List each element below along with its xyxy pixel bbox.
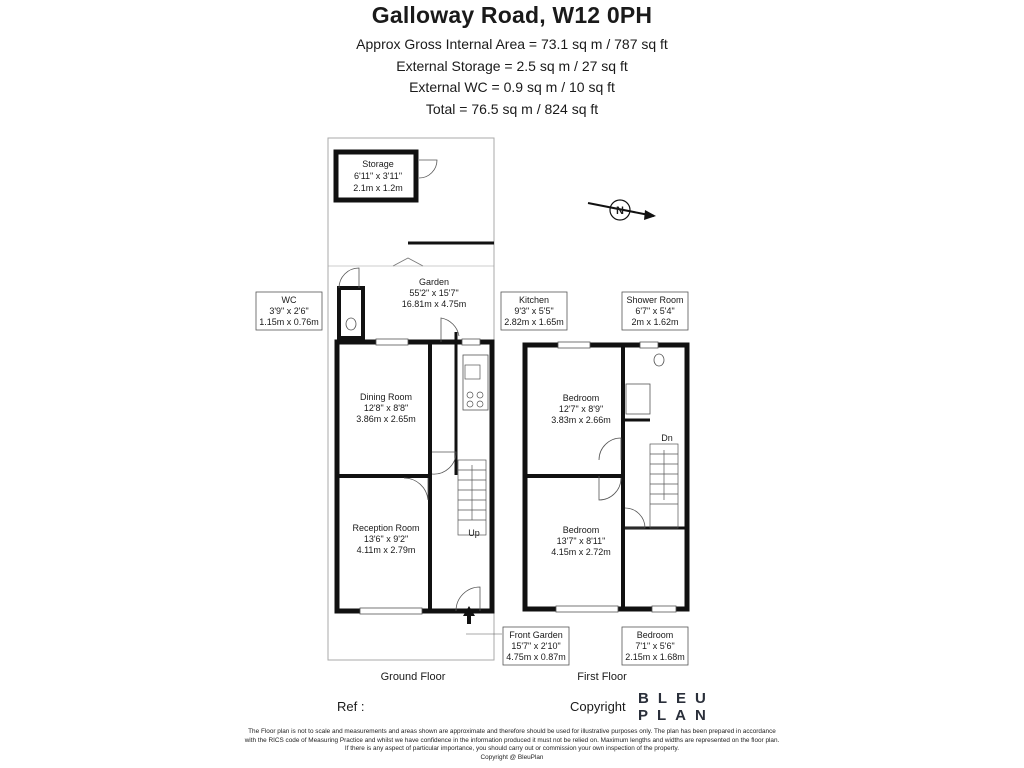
room-metric-front-garden: 4.75m x 0.87m — [506, 652, 566, 662]
room-name-storage: Storage — [362, 159, 394, 169]
first-floor-walls — [525, 342, 687, 612]
window-icon — [640, 342, 658, 348]
room-name-garden: Garden — [418, 277, 450, 287]
first-floor-label: First Floor — [577, 671, 627, 683]
callout-kitchen — [501, 292, 567, 330]
total-area: Total = 76.5 sq m / 824 sq ft — [425, 101, 599, 117]
room-imperial-kitchen: 9'3" x 5'5" — [514, 306, 554, 316]
room-imperial-reception: 13'6" x 9'2" — [363, 534, 409, 544]
disclaimer-line: with the RICS code of Measuring Practice and whilst we have confidence in the information produced it must not be relied on. Maximum lengths and widths are represented on the floor plan. — [244, 736, 780, 744]
page-title: Galloway Road, W12 0PH — [371, 2, 653, 28]
room-name-bedroom-3: Bedroom — [636, 630, 674, 640]
gross-internal-area: Approx Gross Internal Area = 73.1 sq m / 787 sq ft — [356, 36, 668, 52]
stairs-up-label: Up — [468, 528, 480, 538]
room-imperial-shower: 6'7" x 5'4" — [635, 306, 675, 316]
room-imperial-bedroom-3: 7'1" x 5'6" — [635, 641, 675, 651]
bleuplan-logo — [638, 690, 715, 724]
window-icon — [652, 606, 676, 612]
window-icon — [558, 342, 590, 348]
room-metric-bedroom-2: 4.15m x 2.72m — [551, 547, 611, 557]
room-metric-dining: 3.86m x 2.65m — [356, 414, 416, 424]
disclaimer-copyright: Copyright @ BleuPlan — [480, 753, 544, 761]
toilet-icon — [346, 318, 356, 330]
window-icon — [376, 339, 408, 345]
toilet-icon — [654, 354, 664, 366]
ground-floor-walls — [337, 318, 492, 614]
room-imperial-front-garden: 15'7" x 2'10" — [511, 641, 561, 651]
room-imperial-dining: 12'8" x 8'8" — [363, 403, 409, 413]
external-wc-area: External WC = 0.9 sq m / 10 sq ft — [409, 79, 615, 95]
callout-wc — [256, 292, 322, 330]
logo-bottom-text: PLAN — [638, 707, 715, 724]
compass — [588, 200, 656, 220]
room-metric-shower: 2m x 1.62m — [631, 317, 679, 327]
room-name-bedroom-2: Bedroom — [562, 525, 600, 535]
room-imperial-wc: 3'9" x 2'6" — [269, 306, 309, 316]
callout-shower-room — [622, 292, 688, 330]
wc-outbuilding — [339, 268, 363, 338]
reference-label: Ref : — [337, 699, 365, 714]
external-storage-area: External Storage = 2.5 sq m / 27 sq ft — [396, 58, 628, 74]
room-name-bedroom-1: Bedroom — [562, 393, 600, 403]
ground-floor-label: Ground Floor — [380, 671, 446, 683]
disclaimer-line: If there is any aspect of particular importance, you should carry out or commission your own inspection of the property. — [344, 745, 680, 753]
callout-bedroom-3 — [622, 627, 688, 665]
room-imperial-storage: 6'11" x 3'11" — [353, 171, 403, 181]
room-name-dining: Dining Room — [359, 392, 413, 402]
room-name-reception: Reception Room — [352, 523, 420, 533]
disclaimer — [200, 728, 824, 762]
room-name-kitchen: Kitchen — [518, 295, 550, 305]
copyright-label: Copyright — [570, 699, 626, 714]
room-metric-storage: 2.1m x 1.2m — [353, 183, 403, 193]
room-metric-wc: 1.15m x 0.76m — [259, 317, 319, 327]
room-metric-reception: 4.11m x 2.79m — [356, 545, 416, 555]
callout-front-garden — [503, 627, 569, 665]
room-metric-bedroom-1: 3.83m x 2.66m — [551, 415, 611, 425]
compass-letter: N — [616, 205, 624, 217]
room-metric-garden: 16.81m x 4.75m — [401, 299, 467, 309]
window-icon — [556, 606, 618, 612]
room-imperial-bedroom-1: 12'7" x 8'9" — [558, 404, 604, 414]
logo-top-text: BLEU — [638, 690, 715, 707]
room-metric-kitchen: 2.82m x 1.65m — [504, 317, 564, 327]
room-name-front-garden: Front Garden — [509, 630, 563, 640]
room-name-wc: WC — [281, 295, 297, 305]
window-icon — [462, 339, 480, 345]
disclaimer-line: The Floor plan is not to scale and measurements and areas shown are approximate and therefore should be used for illustrative purposes only. The plan has been prepared in accordance — [248, 728, 776, 735]
room-metric-bedroom-3: 2.15m x 1.68m — [625, 652, 685, 662]
room-name-shower: Shower Room — [626, 295, 684, 305]
window-icon — [360, 608, 422, 614]
room-imperial-bedroom-2: 13'7" x 8'11" — [556, 536, 606, 546]
room-imperial-garden: 55'2" x 15'7" — [409, 288, 459, 298]
stairs-down-label: Dn — [661, 433, 673, 443]
kitchen-counter — [463, 355, 488, 410]
